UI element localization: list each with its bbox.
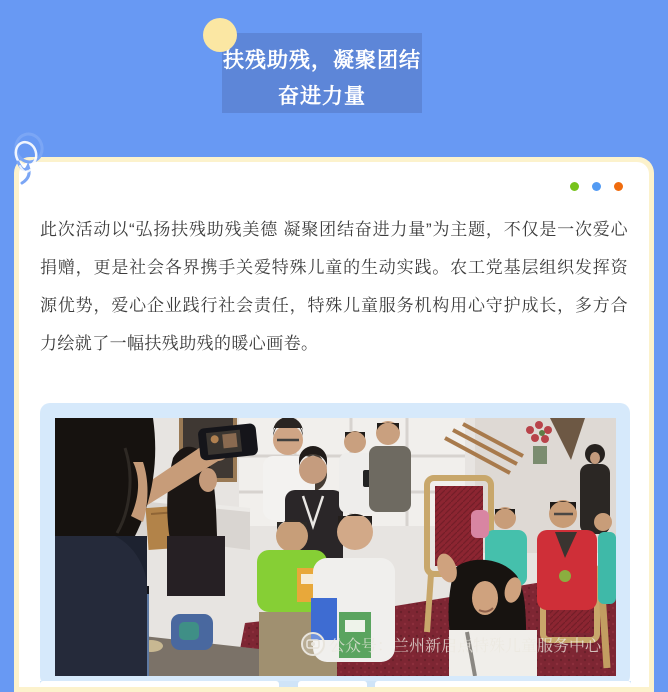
three-dots-decoration [570,182,623,191]
yellow-circle-decoration [203,18,237,52]
event-photo [55,418,616,676]
next-section-box [40,681,279,687]
paperclip-icon [10,132,46,193]
watermark-text: 公众号：兰州新启点特殊儿童服务中心 [329,638,602,655]
article-paragraph: 此次活动以“弘扬扶残助残美德 凝聚团结奋进力量”为主题，不仅是一次爱心捐赠，更是社会各界携手关爱特殊儿童的生动实践。农工党基层组织发挥资源优势，爱心企业践行社会责任，特殊儿童服务机构用心守护成长，多方合力绘就了一幅扶残助残的暖心画卷。 [40,220,628,353]
green-dot-icon [570,182,579,191]
page-header [0,0,668,157]
next-section-peek [40,681,631,687]
page-title-line1: 扶残助残，凝聚团结 [223,49,421,72]
next-section-box [298,681,367,687]
page-title-line2: 奋进力量 [278,85,366,108]
next-section-box [375,681,631,687]
blue-dot-icon [592,182,601,191]
orange-dot-icon [614,182,623,191]
article-card [14,157,654,692]
article-card-body [19,162,649,687]
title-banner [222,33,422,113]
event-photo-frame[interactable] [40,403,630,686]
